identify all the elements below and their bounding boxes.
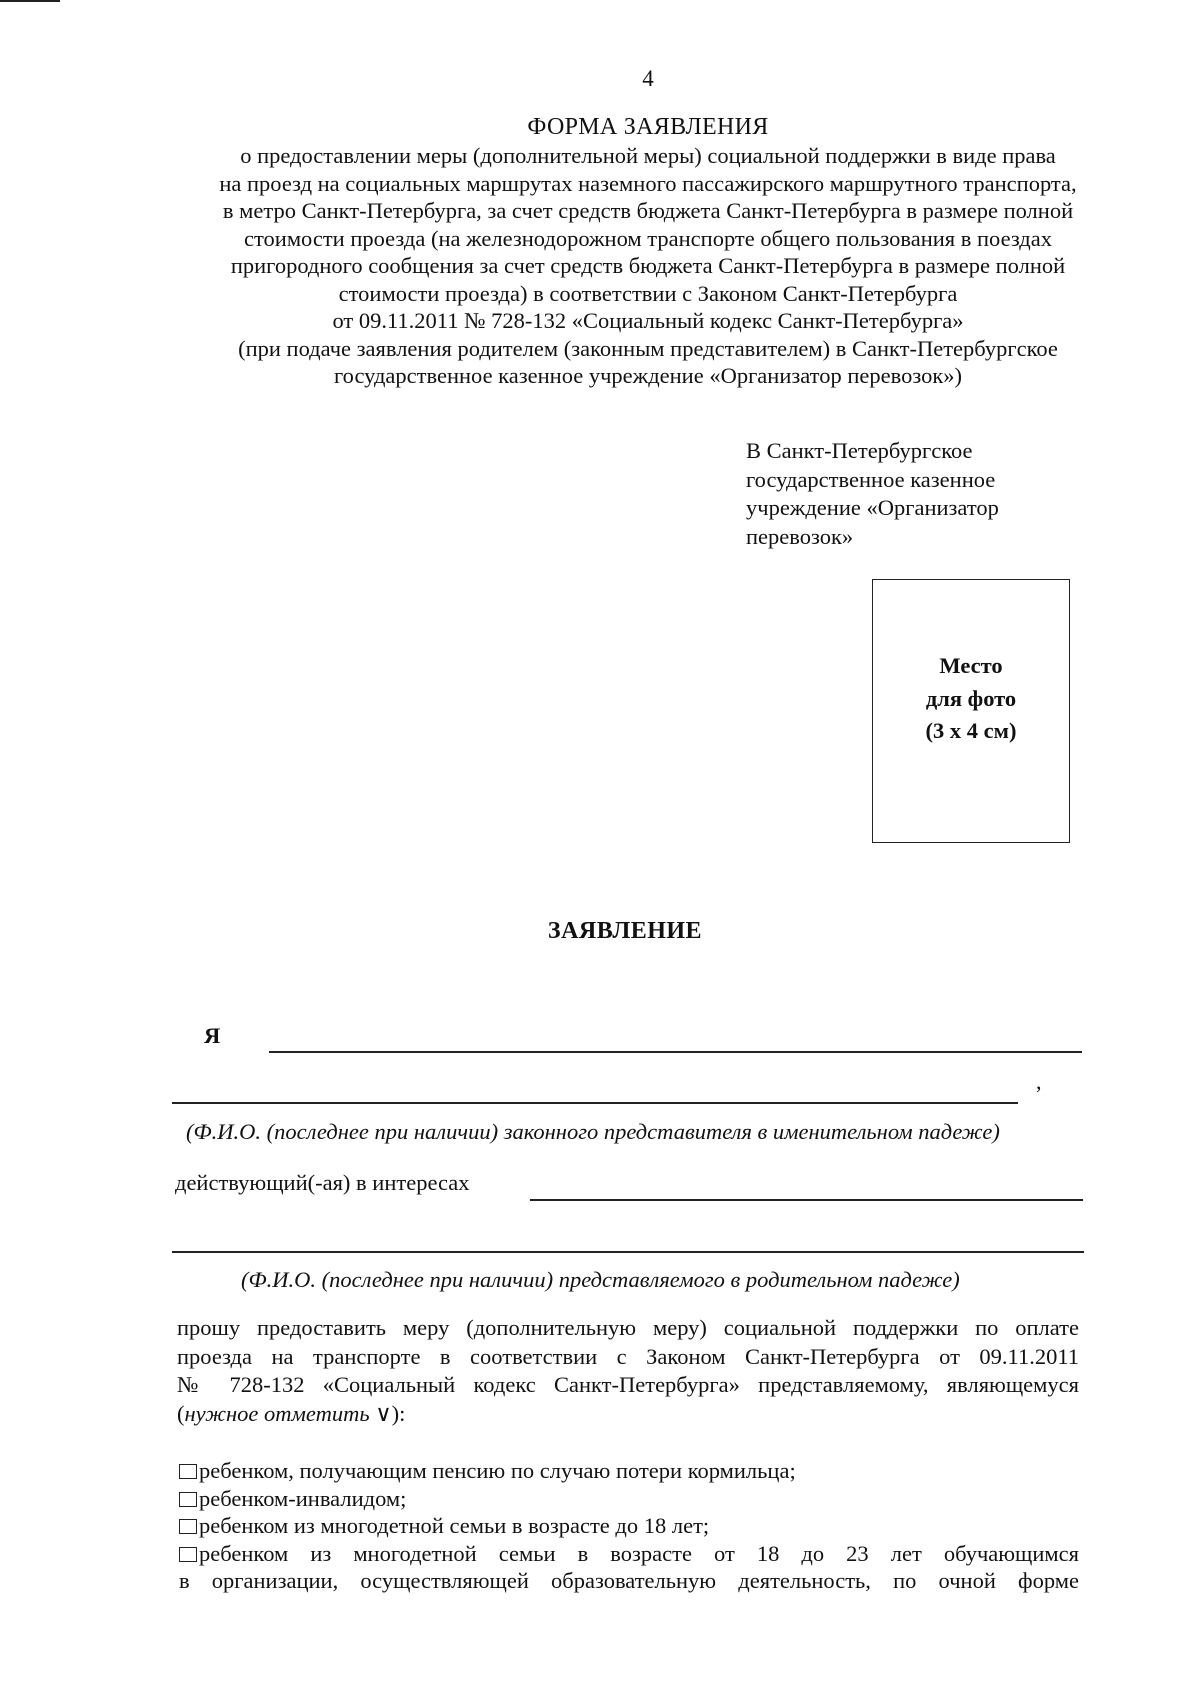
photo-line: (3 х 4 см) (925, 718, 1017, 743)
subtitle-line: от 09.11.2011 № 728-132 «Социальный кодекс Санкт-Петербурга» (332, 308, 964, 333)
scan-corner-mark (0, 0, 60, 2)
option-label: ребенком, получающим пенсию по случаю потери кормильца; (199, 1458, 796, 1483)
field-comma: , (1036, 1069, 1042, 1094)
option-checkbox[interactable] (179, 1547, 197, 1562)
subtitle-line: в метро Санкт-Петербурга, за счет средств бюджета Санкт-Петербурга в размере полной (222, 198, 1074, 223)
request-note-close: ∨): (369, 1400, 406, 1426)
subtitle-line: стоимости проезда (на железнодорожном транспорте общего пользования в поездах (244, 225, 1052, 251)
represented-name-field-line-2[interactable] (172, 1251, 1084, 1253)
request-note-italic: нужное отметить (184, 1400, 370, 1426)
option-item (179, 1540, 1079, 1568)
addressee-line: В Санкт-Петербургское (746, 438, 973, 463)
subtitle-line: государственное казенное учреждение «Организатор перевозок») (333, 363, 962, 388)
representative-name-field-line-1[interactable] (269, 1051, 1082, 1053)
option-item (179, 1485, 1079, 1513)
addressee-line: государственное казенное (746, 466, 996, 492)
form-subtitle (160, 142, 1136, 390)
option-label: ребенком из многодетной семьи в возрасте от 18 до 23 лет обучающимся (199, 1540, 1079, 1566)
option-checkbox[interactable] (179, 1519, 197, 1534)
request-line: проезда на транспорте в соответствии с Законом Санкт-Петербурга от 09.11.2011 (177, 1343, 1079, 1369)
subtitle-line: о предоставлении меры (дополнительной меры) социальной поддержки в виде права (240, 143, 1056, 168)
option-checkbox[interactable] (179, 1464, 197, 1479)
representative-caption: (Ф.И.О. (последнее при наличии) законного представителя в именительном падеже) (186, 1119, 1000, 1144)
option-item (179, 1512, 1079, 1540)
request-line: № 728-132 «Социальный кодекс Санкт-Петербурга» представляемому, являющемуся (177, 1372, 1079, 1397)
subtitle-line: на проезд на социальных маршрутах наземного пассажирского маршрутного транспорта, (219, 170, 1077, 196)
ya-label: Я (204, 1023, 221, 1048)
representative-name-field-line-2[interactable] (172, 1102, 1018, 1104)
option-label: ребенком из многодетной семьи в возрасте до 18 лет; (199, 1513, 710, 1538)
photo-line: Место (939, 653, 1003, 678)
addressee-line: учреждение «Организатор (746, 495, 999, 520)
subtitle-line: стоимости проезда) в соответствии с Законом Санкт-Петербурга (338, 280, 958, 306)
acting-in-interests-label: действующий(-ая) в интересах (175, 1170, 470, 1195)
form-title: ФОРМА ЗАЯВЛЕНИЯ (527, 114, 769, 140)
addressee-line: перевозок» (746, 523, 854, 549)
represented-name-field-line-1[interactable] (530, 1199, 1083, 1201)
option-label: ребенком-инвалидом; (199, 1485, 407, 1511)
request-paragraph (177, 1314, 1079, 1428)
photo-placeholder-text (873, 650, 1069, 748)
options-list (179, 1457, 1079, 1595)
option-item (179, 1457, 1079, 1485)
represented-caption: (Ф.И.О. (последнее при наличии) представляемого в родительном падеже) (241, 1267, 960, 1292)
option-checkbox[interactable] (179, 1492, 197, 1507)
option-continuation: в организации, осуществляющей образовательную деятельность, по очной форме (179, 1568, 1079, 1593)
subtitle-line: пригородного сообщения за счет средств бюджета Санкт-Петербурга в размере полной (230, 253, 1066, 278)
request-note-line (177, 1400, 1079, 1429)
statement-title: ЗАЯВЛЕНИЕ (547, 918, 703, 944)
addressee-block (746, 437, 1076, 551)
photo-placeholder-box (872, 579, 1070, 843)
request-line: прошу предоставить меру (дополнительную меру) социальной поддержки по оплате (177, 1315, 1079, 1340)
subtitle-line: (при подаче заявления родителем (законным представителем) в Санкт-Петербургское (238, 335, 1058, 361)
photo-line: для фото (925, 685, 1017, 711)
request-note-open: ( (177, 1400, 185, 1426)
page-number: 4 (642, 66, 654, 91)
